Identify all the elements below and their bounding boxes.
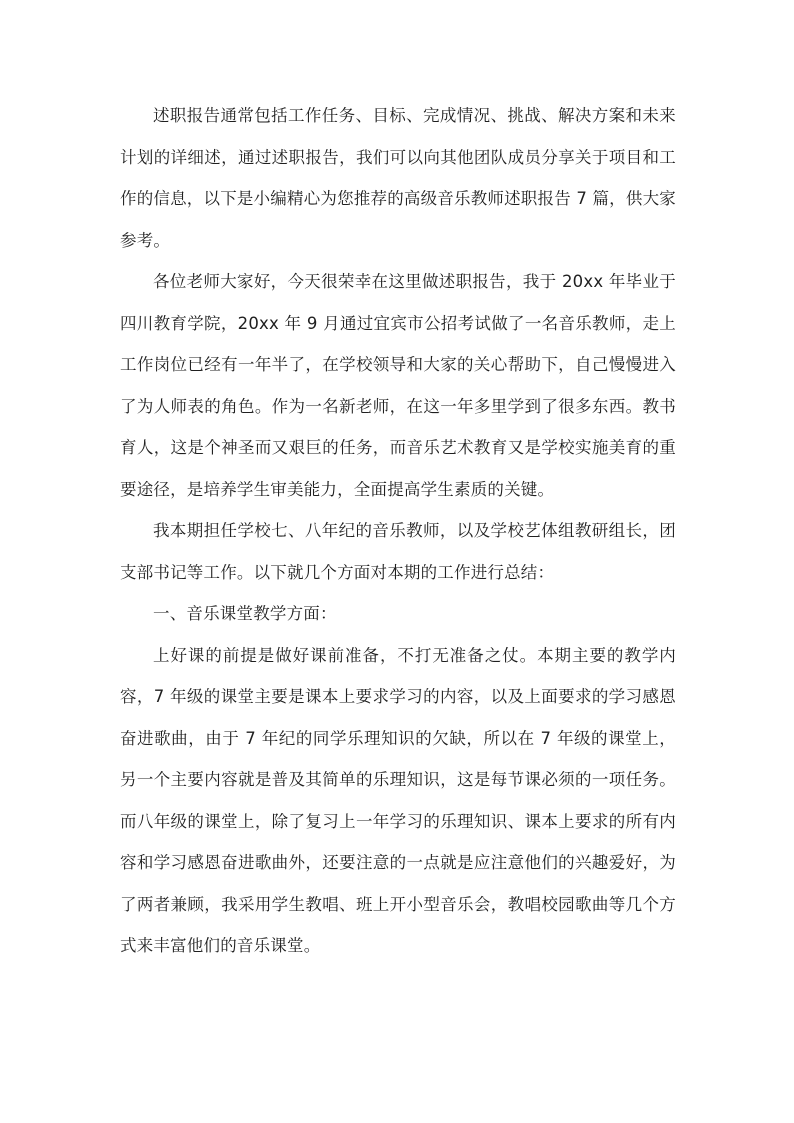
document-body	[120, 95, 676, 967]
paragraph-greeting: 各位老师大家好，今天很荣幸在这里做述职报告，我于 20xx 年毕业于四川教育学院，20xx 年 9 月通过宜宾市公招考试做了一名音乐教师，走上工作岗位已经有一年半了，在学校领导和大家的关心帮助下，自己慢慢进入了为人师表的角色。作为一名新老师，在这一年多里学到了很多东西。教书育人，这是个神圣而又艰巨的任务，而音乐艺术教育又是学校实施美育的重要途径，是培养学生审美能力，全面提高学生素质的关键。	[120, 272, 676, 499]
paragraph-duties: 我本期担任学校七、八年纪的音乐教师，以及学校艺体组教研组长，团支部书记等工作。以下就几个方面对本期的工作进行总结：	[120, 521, 676, 582]
paragraph-teaching: 上好课的前提是做好课前准备，不打无准备之仗。本期主要的教学内容，7 年级的课堂主要是课本上要求学习的内容，以及上面要求的学习感恩奋进歌曲，由于 7 年纪的同学乐理知识的欠缺，所以在 7 年级的课堂上，另一个主要内容就是普及其简单的乐理知识，这是每节课必须的一项任务。而八年级的课堂上，除了复习上一年学习的乐理知识、课本上要求的所有内容和学习感恩奋进歌曲外，还要注意的一点就是应注意他们的兴趣爱好，为了两者兼顾，我采用学生教唱、班上开小型音乐会，教唱校园歌曲等几个方式来丰富他们的音乐课堂。	[120, 645, 676, 955]
section-heading: 一、音乐课堂教学方面：	[153, 604, 337, 623]
paragraph-intro: 述职报告通常包括工作任务、目标、完成情况、挑战、解决方案和未来计划的详细述，通过述职报告，我们可以向其他团队成员分享关于项目和工作的信息，以下是小编精心为您推荐的高级音乐教师述职报告 7 篇，供大家参考。	[120, 106, 676, 250]
